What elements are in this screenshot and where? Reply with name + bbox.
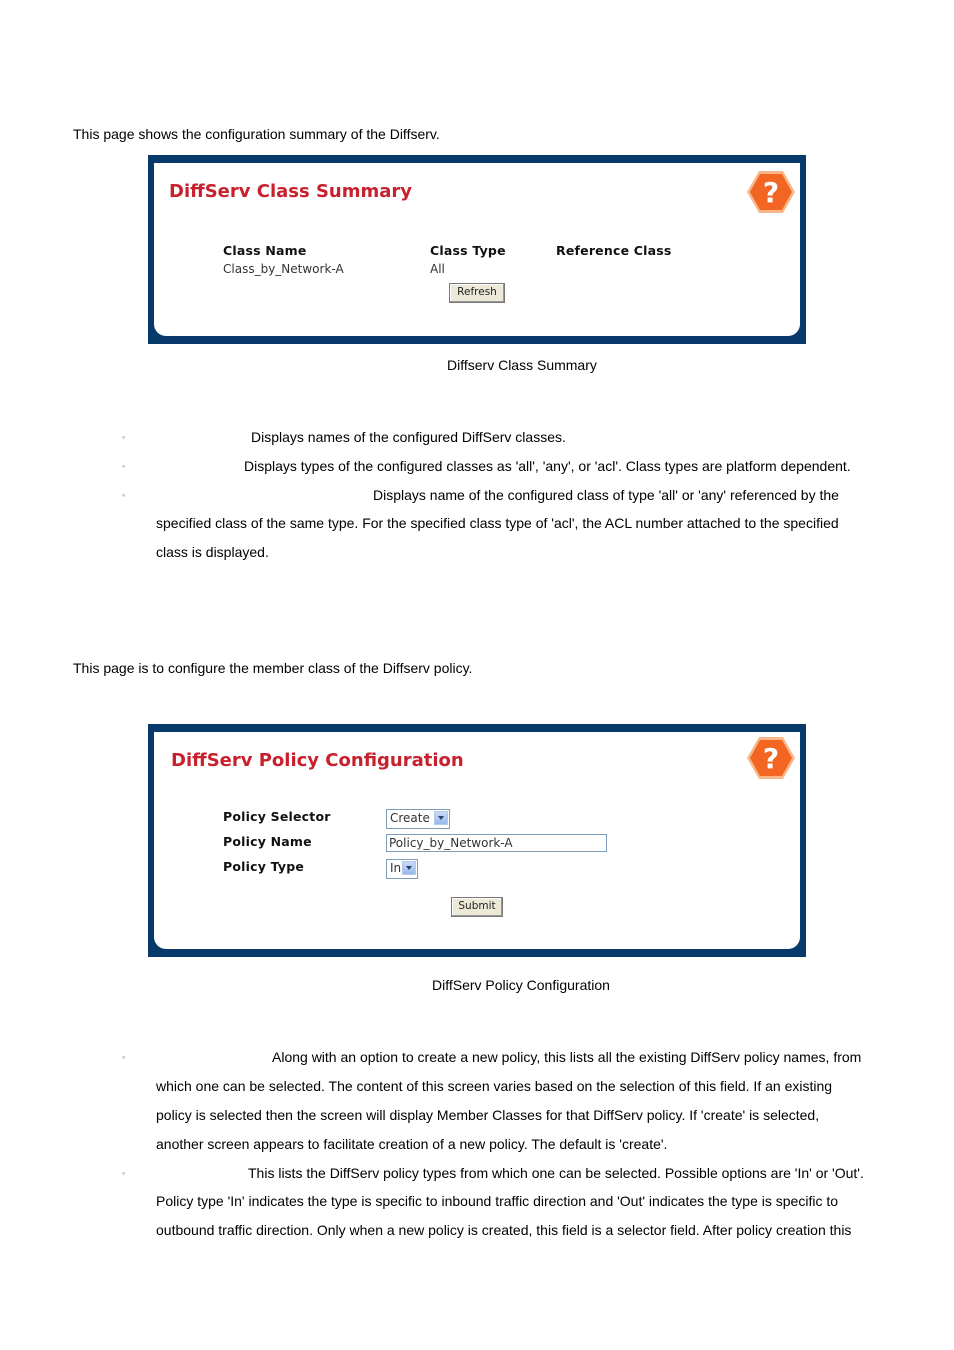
policy-type-description-line3: outbound traffic direction. Only when a new policy is created, this field is a selector field. After policy creation this: [156, 1222, 852, 1238]
policy-type-label: Policy Type: [223, 859, 305, 874]
column-header-reference-class: Reference Class: [556, 243, 672, 258]
class-name-value: Class_by_Network-A: [223, 262, 344, 276]
class-summary-panel: [148, 155, 806, 344]
help-icon[interactable]: [746, 169, 796, 215]
policy-type-description-line2: Policy type 'In' indicates the type is specific to inbound traffic direction and 'Out' indicates the type is specific to: [156, 1193, 839, 1209]
policy-name-input[interactable]: Policy_by_Network-A: [386, 834, 607, 852]
class-summary-panel-body: [154, 163, 800, 336]
class-type-description: Displays types of the configured classes as 'all', 'any', or 'acl'. Class types are platform dependent.: [244, 458, 851, 474]
policy-name-label: Policy Name: [223, 834, 312, 849]
refresh-button[interactable]: Refresh: [449, 283, 505, 303]
bullet-marker: ◦: [122, 432, 126, 442]
policy-selector-description-line3: policy is selected then the screen will display Member Classes for that DiffServ policy. If 'create' is selected,: [156, 1107, 820, 1123]
panel-title: DiffServ Class Summary: [169, 181, 413, 202]
column-header-class-name: Class Name: [223, 243, 307, 258]
policy-selector-dropdown[interactable]: [386, 809, 450, 829]
figure-caption-class-summary: Diffserv Class Summary: [447, 357, 597, 373]
policy-selector-description-line4: another screen appears to facilitate creation of a new policy. The default is 'create'.: [156, 1136, 668, 1152]
bullet-marker: ◦: [122, 1168, 126, 1178]
policy-type-dropdown[interactable]: [386, 859, 418, 879]
bullet-marker: ◦: [122, 490, 126, 500]
svg-text:?: ?: [762, 742, 780, 775]
policy-config-panel: [148, 724, 806, 957]
submit-button[interactable]: Submit: [451, 897, 503, 917]
policy-type-value: In: [390, 861, 402, 875]
class-type-value: All: [430, 262, 445, 276]
policy-type-description-line1: This lists the DiffServ policy types from which one can be selected. Possible options are 'In' or 'Out'.: [248, 1165, 864, 1181]
policy-selector-description-line2: which one can be selected. The content of this screen varies based on the selection of this field. If an existing: [156, 1078, 833, 1094]
intro-text-policy: This page is to configure the member class of the Diffserv policy.: [73, 660, 473, 676]
help-icon[interactable]: [746, 735, 796, 781]
figure-caption-policy-config: DiffServ Policy Configuration: [432, 977, 610, 993]
reference-class-description-line2: specified class of the same type. For the specified class type of 'acl', the ACL number attached to the specified: [156, 515, 839, 531]
reference-class-description-line1: Displays name of the configured class of type 'all' or 'any' referenced by the: [373, 487, 839, 503]
chevron-down-icon[interactable]: [434, 811, 448, 825]
class-name-description: Displays names of the configured DiffServ classes.: [251, 429, 566, 445]
panel-title: DiffServ Policy Configuration: [171, 750, 464, 771]
intro-text-summary: This page shows the configuration summary of the Diffserv.: [73, 126, 440, 142]
bullet-marker: ◦: [122, 461, 126, 471]
policy-selector-label: Policy Selector: [223, 809, 331, 824]
policy-selector-description-line1: Along with an option to create a new policy, this lists all the existing DiffServ policy names, from: [272, 1049, 862, 1065]
policy-config-panel-body: [154, 732, 800, 949]
bullet-marker: ◦: [122, 1052, 126, 1062]
reference-class-description-line3: class is displayed.: [156, 544, 269, 560]
chevron-down-icon[interactable]: [402, 861, 416, 875]
policy-selector-value: Create: [390, 811, 430, 825]
svg-text:?: ?: [762, 176, 780, 209]
column-header-class-type: Class Type: [430, 243, 506, 258]
